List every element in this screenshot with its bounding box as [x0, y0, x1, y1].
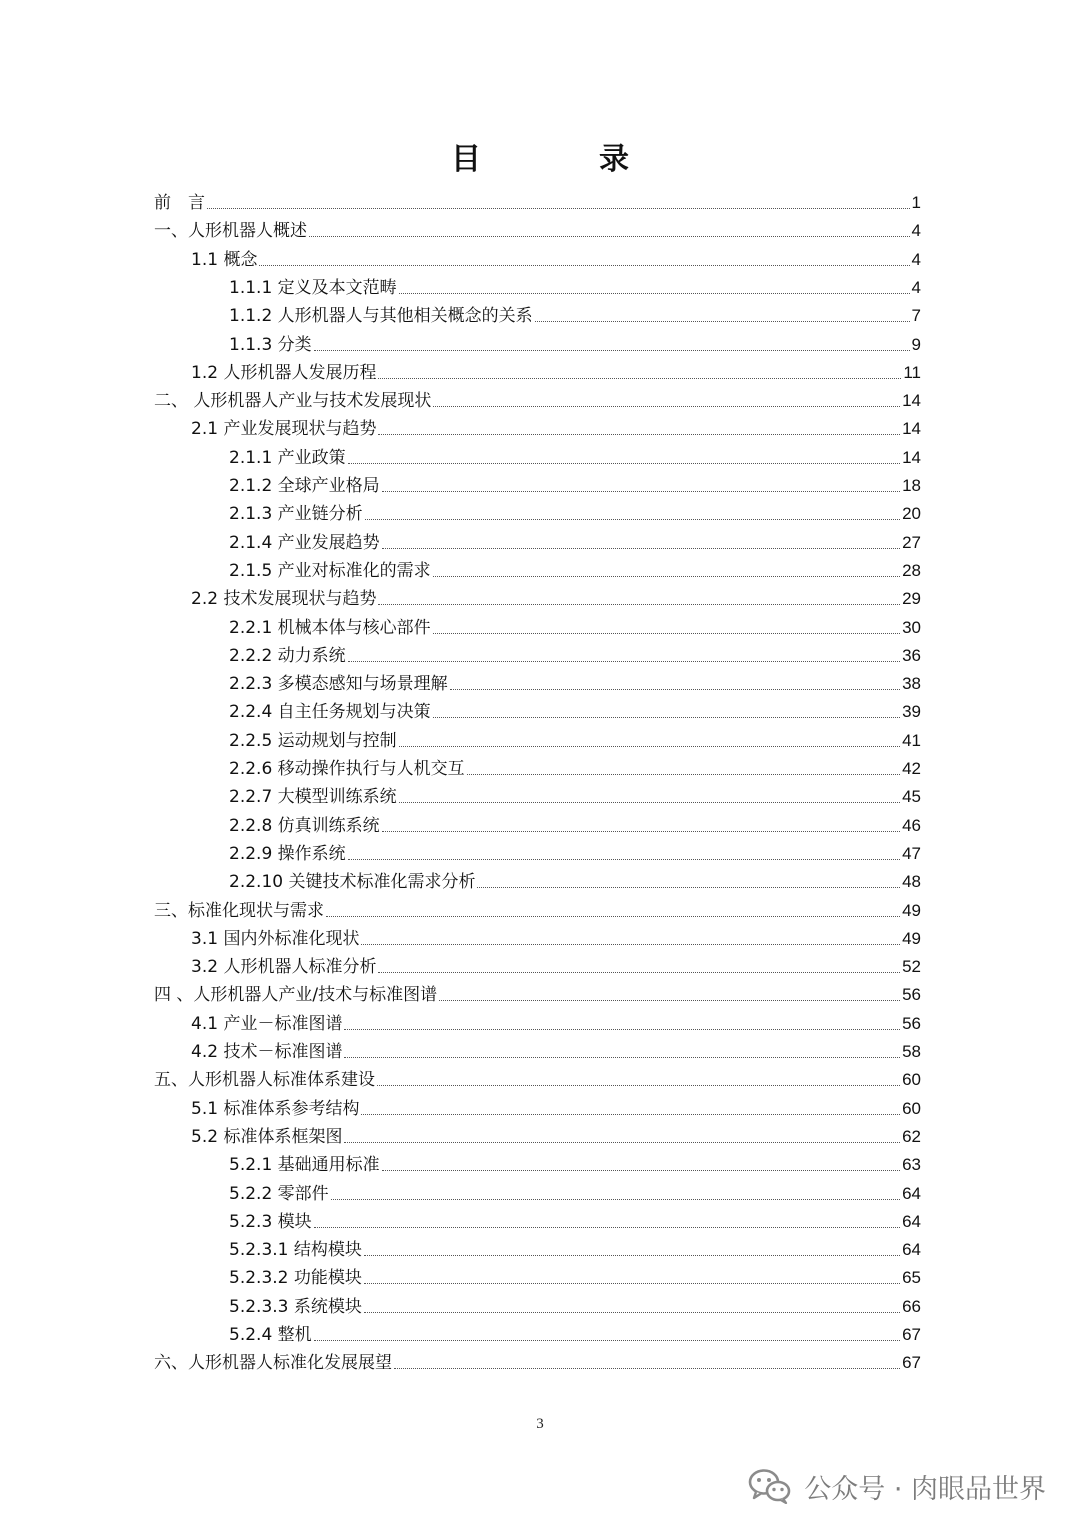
- toc-entry[interactable]: [229, 469, 921, 497]
- toc-entry-label: 2.1.5 产业对标准化的需求: [229, 561, 431, 581]
- toc-entry-label: 2.1.1 产业政策: [229, 448, 346, 468]
- toc-entry-page: 60: [902, 1099, 921, 1118]
- toc-entry-page: 60: [902, 1070, 921, 1089]
- toc-entry[interactable]: [229, 611, 921, 639]
- toc-entry-page: 36: [902, 646, 921, 665]
- toc-entry-page: 9: [911, 335, 921, 354]
- toc-entry[interactable]: [191, 1092, 921, 1120]
- toc-entry-label: 2.2.8 仿真训练系统: [229, 816, 380, 836]
- toc-entry[interactable]: [191, 1120, 921, 1148]
- toc-entry[interactable]: [229, 724, 921, 752]
- toc-entry-label: 2.1 产业发展现状与趋势: [191, 419, 377, 439]
- toc-dot-leader: [467, 774, 900, 775]
- toc-entry-page: 14: [902, 419, 921, 438]
- toc-dot-leader: [439, 1000, 900, 1001]
- toc-dot-leader: [399, 746, 900, 747]
- toc-entry-label: 5.1 标准体系参考结构: [191, 1099, 360, 1119]
- toc-entry-page: 4: [911, 221, 921, 240]
- toc-dot-leader: [314, 1340, 900, 1341]
- toc-entry[interactable]: [154, 1346, 921, 1374]
- toc-entry[interactable]: [191, 950, 921, 978]
- toc-entry-page: 39: [902, 702, 921, 721]
- toc-dot-leader: [361, 1114, 900, 1115]
- toc-entry-label: 2.2.3 多模态感知与场景理解: [229, 674, 448, 694]
- toc-entry[interactable]: [229, 837, 921, 865]
- toc-dot-leader: [382, 831, 900, 832]
- toc-entry-label: 5.2.1 基础通用标准: [229, 1155, 380, 1175]
- toc-entry[interactable]: [154, 214, 921, 242]
- toc-dot-leader: [433, 576, 900, 577]
- wechat-icon: [748, 1468, 792, 1504]
- toc-entry-label: 四 、人形机器人产业/技术与标准图谱: [154, 985, 438, 1005]
- toc-entry-page: 64: [902, 1184, 921, 1203]
- toc-entry-label: 3.2 人形机器人标准分析: [191, 957, 377, 977]
- toc-entry-label: 2.2 技术发展现状与趋势: [191, 589, 377, 609]
- toc-entry-page: 62: [902, 1127, 921, 1146]
- toc-entry[interactable]: [154, 384, 921, 412]
- toc-entry-page: 67: [902, 1353, 921, 1372]
- toc-dot-leader: [207, 208, 910, 209]
- toc-entry-label: 5.2.2 零部件: [229, 1184, 329, 1204]
- toc-entry-page: 29: [902, 589, 921, 608]
- toc-entry-page: 18: [902, 476, 921, 495]
- toc-entry-label: 2.2.4 自主任务规划与决策: [229, 702, 431, 722]
- toc-entry[interactable]: [191, 356, 921, 384]
- toc-entry-page: 4: [911, 250, 921, 269]
- toc-entry-label: 2.2.1 机械本体与核心部件: [229, 618, 431, 638]
- toc-entry-page: 67: [902, 1325, 921, 1344]
- toc-entry-page: 38: [902, 674, 921, 693]
- toc-entry-label: 2.1.4 产业发展趋势: [229, 533, 380, 553]
- toc-dot-leader: [259, 265, 909, 266]
- toc-entry-label: 2.2.2 动力系统: [229, 646, 346, 666]
- toc-entry-label: 三、标准化现状与需求: [154, 901, 324, 921]
- toc-entry-label: 5.2.3.2 功能模块: [229, 1268, 362, 1288]
- toc-entry-page: 63: [902, 1155, 921, 1174]
- toc-dot-leader: [344, 1057, 900, 1058]
- toc-entry-page: 52: [902, 957, 921, 976]
- toc-entry-page: 30: [902, 618, 921, 637]
- toc-dot-leader: [364, 1255, 900, 1256]
- toc-entry-page: 28: [902, 561, 921, 580]
- toc-entry-label: 5.2.3 模块: [229, 1212, 312, 1232]
- toc-entry-label: 2.1.2 全球产业格局: [229, 476, 380, 496]
- toc-dot-leader: [378, 604, 900, 605]
- toc-entry-page: 47: [902, 844, 921, 863]
- toc-entry-label: 5.2.4 整机: [229, 1325, 312, 1345]
- toc-entry-label: 2.2.6 移动操作执行与人机交互: [229, 759, 465, 779]
- toc-dot-leader: [377, 1085, 900, 1086]
- toc-entry-label: 一、人形机器人概述: [154, 221, 307, 241]
- toc-entry-page: 41: [902, 731, 921, 750]
- toc-entry-page: 27: [902, 533, 921, 552]
- toc-entry[interactable]: [229, 752, 921, 780]
- toc-entry-label: 2.1.3 产业链分析: [229, 504, 363, 524]
- toc-entry[interactable]: [229, 809, 921, 837]
- toc-dot-leader: [399, 802, 900, 803]
- toc-dot-leader: [382, 491, 900, 492]
- toc-entry-page: 48: [902, 872, 921, 891]
- toc-entry-label: 5.2.3.1 结构模块: [229, 1240, 362, 1260]
- toc-entry-page: 58: [902, 1042, 921, 1061]
- toc-entry[interactable]: [229, 526, 921, 554]
- toc-entry[interactable]: [154, 186, 921, 214]
- toc-dot-leader: [399, 293, 910, 294]
- toc-entry-page: 1: [911, 193, 921, 212]
- toc-entry[interactable]: [229, 441, 921, 469]
- toc-dot-leader: [535, 321, 910, 322]
- page-title: 目 录: [451, 142, 673, 177]
- toc-entry-page: 66: [902, 1297, 921, 1316]
- toc-dot-leader: [348, 859, 900, 860]
- toc-entry-page: 14: [902, 391, 921, 410]
- toc-entry-page: 11: [903, 363, 921, 382]
- toc-entry[interactable]: [229, 497, 921, 525]
- toc-dot-leader: [348, 463, 900, 464]
- toc-dot-leader: [378, 972, 900, 973]
- toc-entry[interactable]: [229, 1261, 921, 1289]
- toc-entry[interactable]: [229, 639, 921, 667]
- toc-entry-label: 六、人形机器人标准化发展展望: [154, 1353, 392, 1373]
- toc-entry[interactable]: [229, 271, 921, 299]
- toc-entry-label: 3.1 国内外标准化现状: [191, 929, 360, 949]
- toc-entry-page: 65: [902, 1268, 921, 1287]
- toc-entry[interactable]: [229, 865, 921, 893]
- toc-dot-leader: [326, 916, 900, 917]
- toc-entry[interactable]: [154, 978, 921, 1006]
- toc-entry[interactable]: [229, 667, 921, 695]
- toc-dot-leader: [382, 1170, 900, 1171]
- toc-entry[interactable]: [229, 1233, 921, 1261]
- toc-entry-label: 2.2.10 关键技术标准化需求分析: [229, 872, 476, 892]
- toc-entry-page: 46: [902, 816, 921, 835]
- toc-dot-leader: [378, 434, 900, 435]
- toc-dot-leader: [344, 1142, 900, 1143]
- toc-dot-leader: [309, 236, 910, 237]
- toc-entry-label: 二、 人形机器人产业与技术发展现状: [154, 391, 432, 411]
- toc-entry[interactable]: [229, 299, 921, 327]
- toc-entry[interactable]: [229, 1177, 921, 1205]
- page-number: 3: [536, 1416, 544, 1432]
- toc-entry-label: 前 言: [154, 193, 205, 213]
- toc-entry-page: 49: [902, 901, 921, 920]
- toc-dot-leader: [365, 519, 900, 520]
- toc-dot-leader: [364, 1312, 900, 1313]
- toc-entry[interactable]: [191, 412, 921, 440]
- toc-entry-label: 2.2.9 操作系统: [229, 844, 346, 864]
- toc-dot-leader: [382, 548, 900, 549]
- toc-entry[interactable]: [229, 1318, 921, 1346]
- toc-entry-page: 64: [902, 1212, 921, 1231]
- toc-entry[interactable]: [154, 1063, 921, 1091]
- toc-dot-leader: [361, 944, 900, 945]
- toc-entry[interactable]: [191, 922, 921, 950]
- toc-entry-page: 42: [902, 759, 921, 778]
- toc-entry[interactable]: [229, 1290, 921, 1318]
- toc-dot-leader: [314, 350, 910, 351]
- toc-entry[interactable]: [229, 1148, 921, 1176]
- toc-dot-leader: [364, 1283, 900, 1284]
- toc-entry[interactable]: [229, 328, 921, 356]
- toc-dot-leader: [314, 1227, 900, 1228]
- toc-entry-page: 64: [902, 1240, 921, 1259]
- toc-entry[interactable]: [229, 780, 921, 808]
- toc-entry[interactable]: [191, 1007, 921, 1035]
- toc-dot-leader: [348, 661, 900, 662]
- watermark: [748, 1466, 1046, 1506]
- toc-entry[interactable]: [191, 243, 921, 271]
- toc-entry[interactable]: [154, 894, 921, 922]
- toc-entry-label: 1.1.1 定义及本文范畴: [229, 278, 397, 298]
- toc-entry[interactable]: [229, 554, 921, 582]
- toc-entry-label: 1.1.2 人形机器人与其他相关概念的关系: [229, 306, 533, 326]
- toc-entry-label: 5.2.3.3 系统模块: [229, 1297, 362, 1317]
- toc-entry-label: 2.2.7 大模型训练系统: [229, 787, 397, 807]
- toc-entry-label: 4.2 技术－标准图谱: [191, 1042, 343, 1062]
- toc-entry-label: 5.2 标准体系框架图: [191, 1127, 343, 1147]
- toc-dot-leader: [433, 633, 900, 634]
- toc-entry[interactable]: [191, 582, 921, 610]
- toc-entry-page: 4: [911, 278, 921, 297]
- toc-entry-label: 1.1 概念: [191, 250, 258, 270]
- toc-entry[interactable]: [191, 1035, 921, 1063]
- toc-dot-leader: [433, 406, 900, 407]
- toc-entry-page: 20: [902, 504, 921, 523]
- toc-entry-label: 五、人形机器人标准体系建设: [154, 1070, 375, 1090]
- toc-dot-leader: [433, 717, 900, 718]
- watermark-text: 公众号 · 肉眼品世界: [804, 1473, 1046, 1505]
- toc-entry-label: 4.1 产业－标准图谱: [191, 1014, 343, 1034]
- toc-dot-leader: [378, 378, 901, 379]
- toc-entry[interactable]: [229, 1205, 921, 1233]
- toc-dot-leader: [450, 689, 900, 690]
- toc-entry-label: 2.2.5 运动规划与控制: [229, 731, 397, 751]
- toc-entry-page: 14: [902, 448, 921, 467]
- toc-entry-page: 45: [902, 787, 921, 806]
- toc-entry-page: 49: [902, 929, 921, 948]
- toc-entry-label: 1.1.3 分类: [229, 335, 312, 355]
- toc-dot-leader: [477, 887, 900, 888]
- toc-dot-leader: [394, 1368, 900, 1369]
- toc-entry-page: 56: [902, 1014, 921, 1033]
- toc-dot-leader: [344, 1029, 900, 1030]
- toc-entry[interactable]: [229, 695, 921, 723]
- toc-entry-page: 7: [911, 306, 921, 325]
- toc-dot-leader: [331, 1199, 900, 1200]
- toc-entry-page: 56: [902, 985, 921, 1004]
- toc-entry-label: 1.2 人形机器人发展历程: [191, 363, 377, 383]
